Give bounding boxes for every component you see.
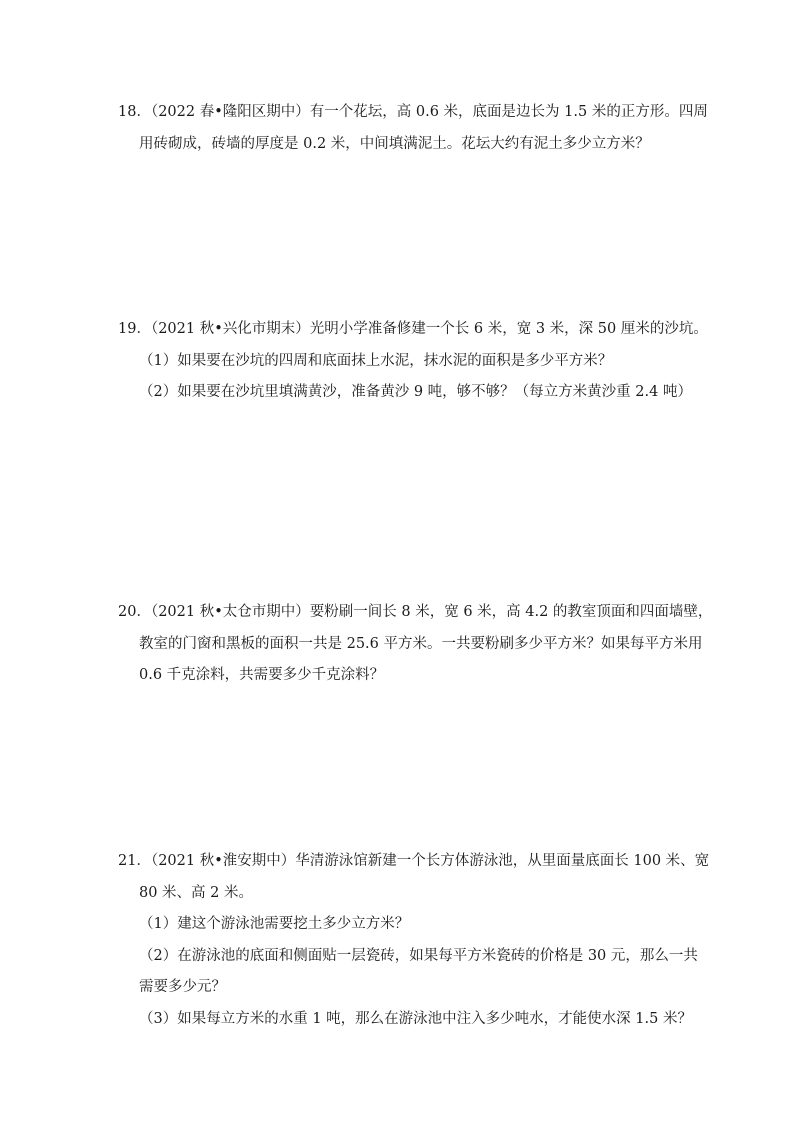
question-21 xyxy=(118,846,710,1035)
question-21-sub-2: （2）在游泳池的底面和侧面贴一层瓷砖，如果每平方米瓷砖的价格是 30 元，那么一共 xyxy=(139,947,698,964)
question-21-sub-1: （1）建这个游泳池需要挖土多少立方米？ xyxy=(139,916,410,932)
question-19-sub-1: （1）如果要在沙坑的四周和底面抹上水泥，抹水泥的面积是多少平方米？ xyxy=(139,352,613,369)
question-21-sub-2-cont: 需要多少元？ xyxy=(139,979,226,995)
question-21-line-2: 80 米、高 2 米。 xyxy=(139,884,254,901)
question-18 xyxy=(118,97,708,160)
question-19 xyxy=(118,314,708,409)
question-20 xyxy=(118,597,713,692)
question-20-line-2: 教室的门窗和黑板的面积一共是 25.6 平方米。一共要粉刷多少平方米？如果每平方米用 xyxy=(139,635,703,652)
question-21-sub-3: （3）如果每立方米的水重 1 吨，那么在游泳池中注入多少吨水，才能使水深 1.5 米？ xyxy=(139,1010,692,1027)
question-19-sub-2: （2）如果要在沙坑里填满黄沙，准备黄沙 9 吨，够不够？（每立方米黄沙重 2.4 吨） xyxy=(139,384,692,400)
question-20-line-1: 20．（2021 秋•太仓市期中）要粉刷一间长 8 米，宽 6 米，高 4.2 的教室顶面和四面墙壁， xyxy=(118,604,713,620)
question-19-line-1: 19．（2021 秋•兴化市期末）光明小学准备修建一个长 6 米，宽 3 米，深 50 厘米的沙坑。 xyxy=(118,321,708,337)
question-18-line-2: 用砖砌成，砖墙的厚度是 0.2 米，中间填满泥土。花坛大约有泥土多少立方米？ xyxy=(139,135,650,152)
question-18-line-1: 18．（2022 春•隆阳区期中）有一个花坛，高 0.6 米，底面是边长为 1.5 米的正方形。四周 xyxy=(118,104,708,120)
question-20-line-3: 0.6 千克涂料，共需要多少千克涂料？ xyxy=(139,667,385,683)
question-21-line-1: 21．（2021 秋•淮安期中）华清游泳馆新建一个长方体游泳池，从里面量底面长 100 米、宽 xyxy=(118,853,710,869)
